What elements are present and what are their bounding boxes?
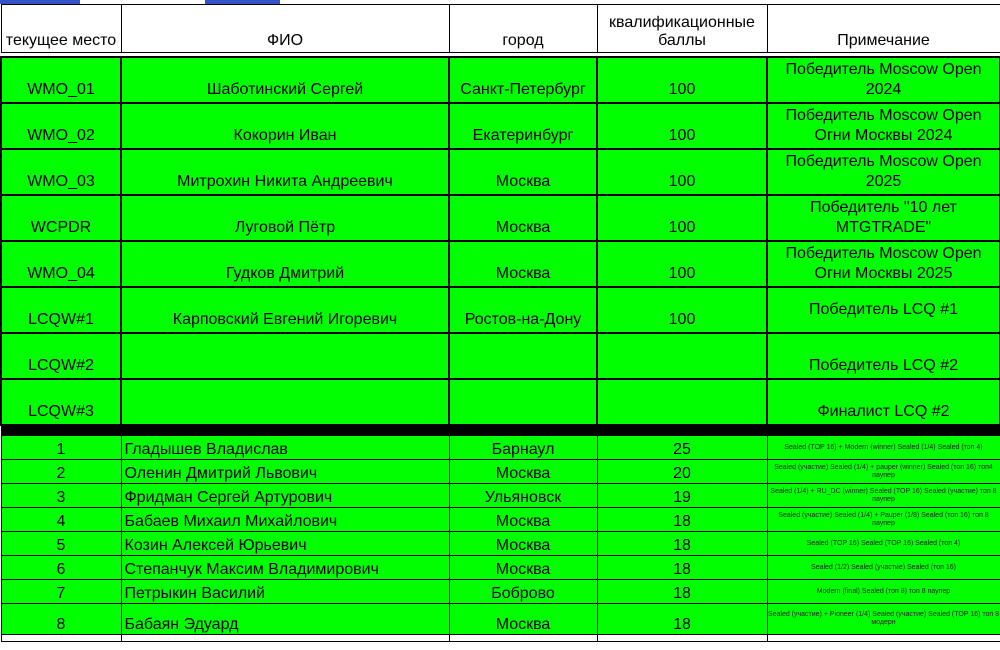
- section-divider: [1, 425, 1000, 436]
- ranking-row: [1, 556, 1000, 580]
- standings-table: [0, 4, 1000, 642]
- note-cell: Победитель Moscow Open 2025: [767, 149, 1000, 195]
- city-cell: Москва: [449, 532, 597, 556]
- name-cell: Петрыкин Василий: [121, 580, 449, 604]
- place-cell: WMO_02: [1, 103, 121, 149]
- name-cell: [121, 379, 449, 425]
- city-cell: [449, 379, 597, 425]
- qualified-row: [1, 287, 1000, 333]
- header-row: [1, 5, 1000, 53]
- note-cell: Победитель LCQ #1: [767, 287, 1000, 333]
- header-note: Примечание: [767, 5, 1000, 53]
- points-cell: 20: [597, 460, 767, 484]
- header-city: город: [449, 5, 597, 53]
- note-cell: Победитель Moscow Open Огни Москвы 2025: [767, 241, 1000, 287]
- place-cell: 5: [1, 532, 121, 556]
- place-cell: 7: [1, 580, 121, 604]
- name-cell: Кокорин Иван: [121, 103, 449, 149]
- name-cell: Фридман Сергей Артурович: [121, 484, 449, 508]
- qualified-row: [1, 241, 1000, 287]
- city-cell: Боброво: [449, 580, 597, 604]
- name-cell: Гладышев Владислав: [121, 436, 449, 460]
- points-cell: 25: [597, 436, 767, 460]
- qualified-row: [1, 149, 1000, 195]
- name-cell: Козин Алексей Юрьевич: [121, 532, 449, 556]
- points-cell: 18: [597, 556, 767, 580]
- ranking-row: [1, 580, 1000, 604]
- name-cell: Луговой Пётр: [121, 195, 449, 241]
- points-cell: 18: [597, 604, 767, 635]
- name-cell: Шаботинский Сергей: [121, 57, 449, 103]
- place-cell: LCQW#1: [1, 287, 121, 333]
- place-cell: 6: [1, 556, 121, 580]
- note-cell: Sealed (TOP 16) + Modern (winner) Sealed (1/4) Sealed (топ 4): [767, 436, 1000, 460]
- name-cell: Степанчук Максим Владимирович: [121, 556, 449, 580]
- note-cell: Победитель Moscow Open 2024: [767, 57, 1000, 103]
- note-cell: Modern (final) Sealed (топ 8) топ 8 паупер: [767, 580, 1000, 604]
- note-cell: Победитель "10 лет MTGTRADE": [767, 195, 1000, 241]
- qualified-row: [1, 333, 1000, 379]
- name-cell: Оленин Дмитрий Львович: [121, 460, 449, 484]
- points-cell: [597, 379, 767, 425]
- place-cell: WMO_03: [1, 149, 121, 195]
- note-cell: Sealed (участие) + Pioneer (1/4) Sealed (участие) Sealed (TOP 16) топ 8 модерн: [767, 604, 1000, 635]
- name-cell: Бабаев Михаил Михайлович: [121, 508, 449, 532]
- city-cell: Москва: [449, 508, 597, 532]
- cut-off-row: [1, 635, 1000, 642]
- points-cell: 18: [597, 580, 767, 604]
- points-cell: 18: [597, 532, 767, 556]
- header-place: текущее место: [1, 5, 121, 53]
- note-cell: Sealed (1/4) + RU_DC (winner) Sealed (TOP 16) Sealed (участие) топ 8 паупер: [767, 484, 1000, 508]
- note-cell: Sealed (1/2) Sealed (участие) Sealed (топ 16): [767, 556, 1000, 580]
- ranking-row: [1, 604, 1000, 635]
- note-cell: Sealed (участие) Sealed (1/4) + Pauper (1/8) Sealed (топ 16) топ 8 паупер: [767, 508, 1000, 532]
- city-cell: Москва: [449, 241, 597, 287]
- points-cell: 18: [597, 508, 767, 532]
- note-cell: Победитель LCQ #2: [767, 333, 1000, 379]
- ranking-row: [1, 460, 1000, 484]
- points-cell: 100: [597, 287, 767, 333]
- qualified-row: [1, 103, 1000, 149]
- place-cell: 2: [1, 460, 121, 484]
- city-cell: Санкт-Петербург: [449, 57, 597, 103]
- header-name: ФИО: [121, 5, 449, 53]
- city-cell: Москва: [449, 460, 597, 484]
- place-cell: 4: [1, 508, 121, 532]
- name-cell: [121, 333, 449, 379]
- name-cell: Митрохин Никита Андреевич: [121, 149, 449, 195]
- note-cell: Финалист LCQ #2: [767, 379, 1000, 425]
- ranking-row: [1, 484, 1000, 508]
- city-cell: Барнаул: [449, 436, 597, 460]
- name-cell: Карповский Евгений Игоревич: [121, 287, 449, 333]
- city-cell: [449, 333, 597, 379]
- city-cell: Ростов-на-Дону: [449, 287, 597, 333]
- note-cell: Sealed (участие) Sealed (1/4) + pauper (winner) Sealed (топ 16) топ4 паупер: [767, 460, 1000, 484]
- city-cell: Москва: [449, 556, 597, 580]
- qualified-row: [1, 379, 1000, 425]
- points-cell: 100: [597, 195, 767, 241]
- city-cell: Москва: [449, 604, 597, 635]
- header-points: квалификационные баллы: [597, 5, 767, 53]
- place-cell: 1: [1, 436, 121, 460]
- place-cell: WMO_04: [1, 241, 121, 287]
- place-cell: 8: [1, 604, 121, 635]
- qualified-row: [1, 195, 1000, 241]
- points-cell: [597, 333, 767, 379]
- place-cell: WMO_01: [1, 57, 121, 103]
- city-cell: Москва: [449, 195, 597, 241]
- name-cell: Бабаян Эдуард: [121, 604, 449, 635]
- qualified-row: [1, 57, 1000, 103]
- place-cell: LCQW#3: [1, 379, 121, 425]
- city-cell: Москва: [449, 149, 597, 195]
- points-cell: 19: [597, 484, 767, 508]
- note-cell: Sealed (TOP 16) Sealed (TOP 16) Sealed (топ 4): [767, 532, 1000, 556]
- note-cell: Победитель Moscow Open Огни Москвы 2024: [767, 103, 1000, 149]
- points-cell: 100: [597, 103, 767, 149]
- city-cell: Екатеринбург: [449, 103, 597, 149]
- points-cell: 100: [597, 57, 767, 103]
- city-cell: Ульяновск: [449, 484, 597, 508]
- ranking-row: [1, 532, 1000, 556]
- ranking-row: [1, 508, 1000, 532]
- place-cell: WCPDR: [1, 195, 121, 241]
- points-cell: 100: [597, 241, 767, 287]
- ranking-row: [1, 436, 1000, 460]
- place-cell: 3: [1, 484, 121, 508]
- points-cell: 100: [597, 149, 767, 195]
- name-cell: Гудков Дмитрий: [121, 241, 449, 287]
- place-cell: LCQW#2: [1, 333, 121, 379]
